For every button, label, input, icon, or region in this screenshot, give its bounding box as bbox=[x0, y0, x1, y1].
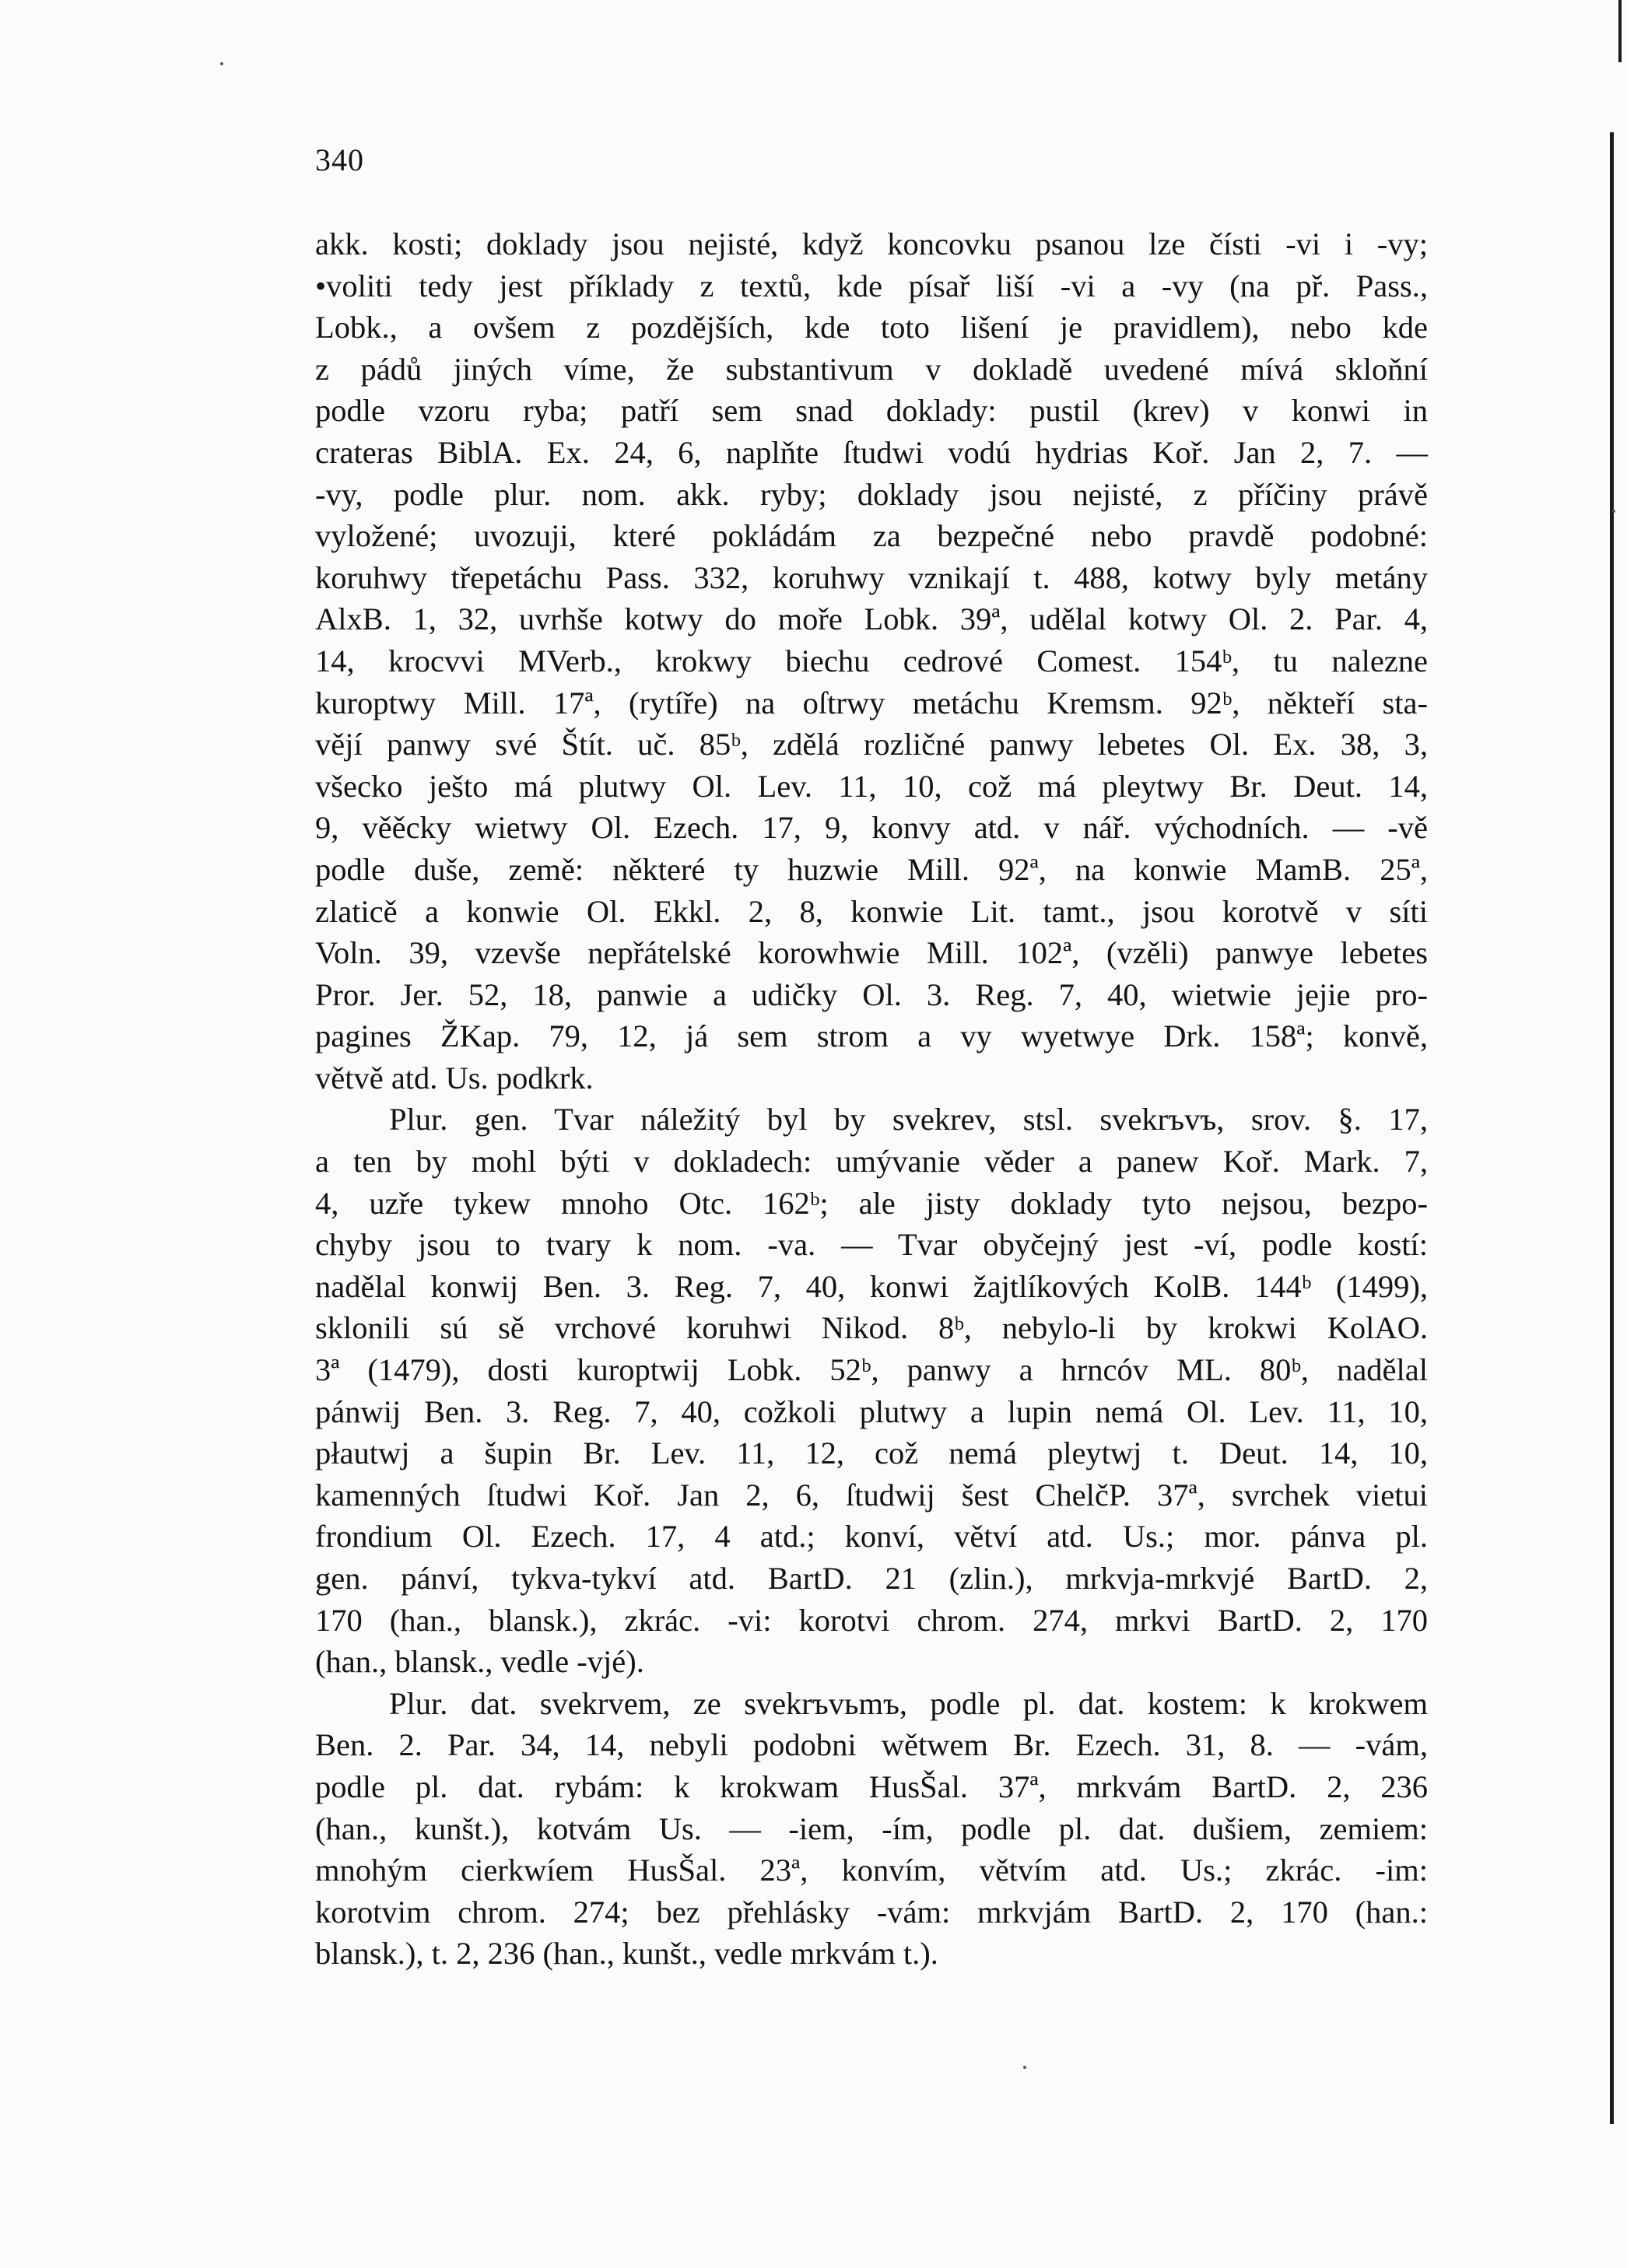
text-line: Lobk., a ovšem z pozdějších, kde toto lišení je pravidlem), nebo kde bbox=[315, 310, 1428, 345]
text-line: chyby jsou to tvary k nom. -va. — Tvar obyčejný jest -ví, podle kostí: bbox=[315, 1227, 1428, 1263]
text-line: (han., kunšt.), kotvám Us. — -iem, -ím, podle pl. dat. dušiem, zemiem: bbox=[315, 1811, 1428, 1846]
text-line: •voliti tedy jest příklady z textů, kde písař liší -vi a -vy (na př. Pass., bbox=[315, 268, 1428, 303]
text-line: Plur. dat. svekrvem, ze svekrъvьmъ, podle pl. dat. kostem: k krokwem bbox=[389, 1685, 1428, 1721]
scan-speck bbox=[1612, 510, 1615, 513]
text-line: podle pl. dat. rybám: k krokwam HusŠal. 37ª, mrkvám BartD. 2, 236 bbox=[315, 1768, 1428, 1804]
text-line: kamenných ſtudwi Koř. Jan 2, 6, ſtudwij šest ChelčP. 37ª, svrchek vietui bbox=[315, 1477, 1428, 1513]
text-line: sklonili sú sě vrchové koruhwi Nikod. 8ᵇ, nebylo-li by krokwi KolAO. bbox=[315, 1310, 1428, 1346]
text-line: podle duše, země: některé ty huzwie Mill. 92ª, na konwie MamB. 25ª, bbox=[315, 851, 1428, 887]
text-line: 170 (han., blansk.), zkrác. -vi: korotvi chrom. 274, mrkvi BartD. 2, 170 bbox=[315, 1602, 1428, 1638]
text-line: gen. pánví, tykva-tykví atd. BartD. 21 (zlin.), mrkvja-mrkvjé BartD. 2, bbox=[315, 1561, 1428, 1596]
text-line: blansk.), t. 2, 236 (han., kunšt., vedle mrkvám t.). bbox=[315, 1936, 938, 1972]
text-line: z pádů jiných víme, že substantivum v dokladě uvedené mívá skloňní bbox=[315, 351, 1428, 387]
text-line: vějí panwy své Štít. uč. 85ᵇ, zdělá rozličné panwy lebetes Ol. Ex. 38, 3, bbox=[315, 727, 1428, 762]
text-line: Plur. gen. Tvar náležitý byl by svekrev, stsl. svekrъvъ, srov. §. 17, bbox=[389, 1102, 1428, 1138]
text-line: Pror. Jer. 52, 18, panwie a udičky Ol. 3. Reg. 7, 40, wietwie jejie pro- bbox=[315, 976, 1428, 1012]
scan-speck bbox=[220, 62, 223, 65]
text-line: -vy, podle plur. nom. akk. ryby; doklady jsou nejisté, z příčiny právě bbox=[315, 476, 1428, 512]
scan-edge-line bbox=[1610, 132, 1614, 2124]
text-line: AlxB. 1, 32, uvrhše kotwy do moře Lobk. 39ª, udělal kotwy Ol. 2. Par. 4, bbox=[315, 601, 1428, 637]
text-line: větvě atd. Us. podkrk. bbox=[315, 1060, 594, 1095]
page-number: 340 bbox=[315, 142, 364, 177]
scan-edge-line bbox=[1618, 0, 1622, 62]
text-line: mnohým cierkwíem HusŠal. 23ª, konvím, větvím atd. Us.; zkrác. -im: bbox=[315, 1853, 1428, 1888]
text-line: a ten by mohl býti v dokladech: umývanie věder a panew Koř. Mark. 7, bbox=[315, 1144, 1428, 1180]
text-line: zlaticě a konwie Ol. Ekkl. 2, 8, konwie Lit. tamt., jsou korotvě v síti bbox=[315, 893, 1428, 929]
text-line: pánwij Ben. 3. Reg. 7, 40, cožkoli plutwy a lupin nemá Ol. Lev. 11, 10, bbox=[315, 1393, 1428, 1429]
text-line: 3ª (1479), dosti kuroptwij Lobk. 52ᵇ, panwy a hrncóv ML. 80ᵇ, nadělal bbox=[315, 1352, 1428, 1388]
text-line: podle vzoru ryba; patří sem snad doklady: pustil (krev) v konwi in bbox=[315, 393, 1428, 429]
text-line: 4, uzře tykew mnoho Otc. 162ᵇ; ale jisty doklady tyto nejsou, bezpo- bbox=[315, 1185, 1428, 1221]
text-line: koruhwy třepetáchu Pass. 332, koruhwy vznikají t. 488, kotwy byly metány bbox=[315, 559, 1428, 595]
text-line: kuroptwy Mill. 17ª, (rytíře) na oſtrwy metáchu Kremsm. 92ᵇ, někteří sta- bbox=[315, 685, 1428, 720]
text-line: Ben. 2. Par. 34, 14, nebyli podobni wětwem Br. Ezech. 31, 8. — -vám, bbox=[315, 1727, 1428, 1763]
scan-speck bbox=[1023, 2066, 1026, 2069]
text-line: crateras BiblA. Ex. 24, 6, naplňte ſtudwi vodú hydrias Koř. Jan 2, 7. — bbox=[315, 434, 1428, 470]
text-line: Voln. 39, vzevše nepřátelské korowhwie Mill. 102ª, (vzěli) panwye lebetes bbox=[315, 935, 1428, 971]
text-line: (han., blansk., vedle -vjé). bbox=[315, 1644, 644, 1680]
text-line: frondium Ol. Ezech. 17, 4 atd.; konví, větví atd. Us.; mor. pánva pl. bbox=[315, 1519, 1428, 1555]
text-line: nadělal konwij Ben. 3. Reg. 7, 40, konwi žajtlíkových KolB. 144ᵇ (1499), bbox=[315, 1268, 1428, 1304]
text-line: płautwj a šupin Br. Lev. 11, 12, což nemá pleytwj t. Deut. 14, 10, bbox=[315, 1435, 1428, 1471]
text-line: akk. kosti; doklady jsou nejisté, když koncovku psanou lze čísti -vi i -vy; bbox=[315, 226, 1428, 261]
body-text bbox=[315, 223, 1428, 1975]
text-line: 9, věěcky wietwy Ol. Ezech. 17, 9, konvy atd. v nář. východních. — -vě bbox=[315, 810, 1428, 846]
text-line: 14, krocvvi MVerb., krokwy biechu cedrové Comest. 154ᵇ, tu nalezne bbox=[315, 643, 1428, 678]
text-line: pagines ŽKap. 79, 12, já sem strom a vy wyetwye Drk. 158ª; konvě, bbox=[315, 1018, 1428, 1054]
text-line: korotvim chrom. 274; bez přehlásky -vám: mrkvjám BartD. 2, 170 (han.: bbox=[315, 1894, 1428, 1930]
text-line: vyložené; uvozuji, které pokládám za bezpečné nebo pravdě podobné: bbox=[315, 518, 1428, 554]
text-line: všecko ješto má plutwy Ol. Lev. 11, 10, což má pleytwy Br. Deut. 14, bbox=[315, 768, 1428, 804]
